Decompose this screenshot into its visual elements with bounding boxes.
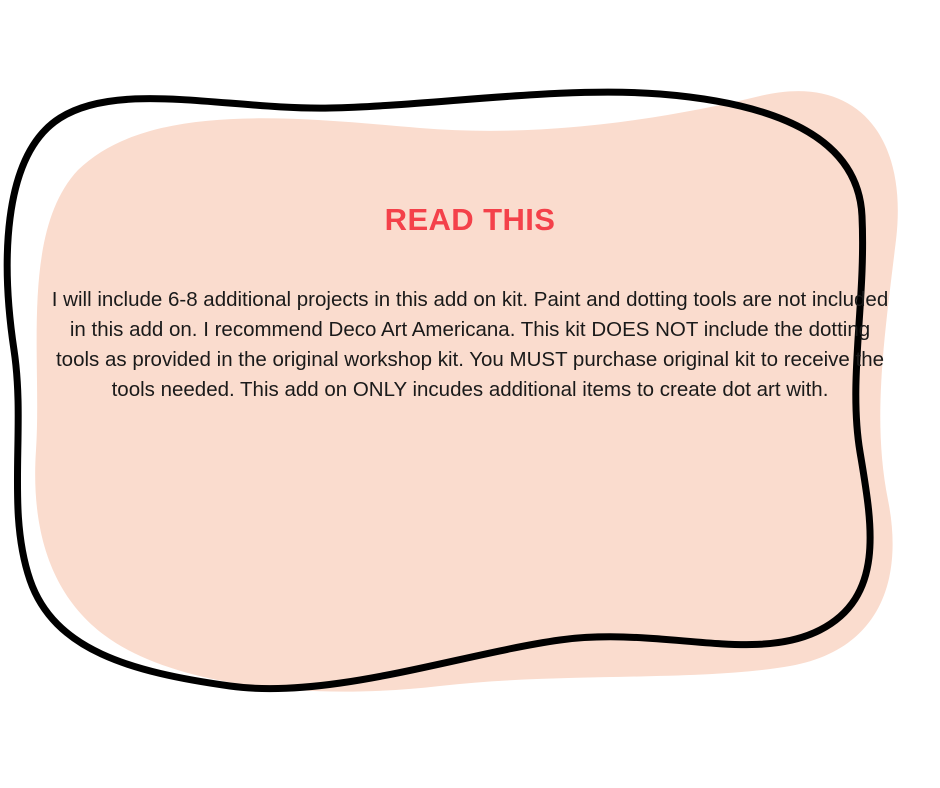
description-text: I will include 6-8 additional projects in this add on kit. Paint and dotting tools are not included in this add on. I recommend Deco Art Americana. This kit DOES NOT include the dotting tools as provided in the original workshop kit. You MUST purchase original kit to receive the tools needed. This add on ONLY incudes additional items to create dot art with. (51, 288, 889, 401)
page-title: READ THIS (384, 202, 556, 237)
